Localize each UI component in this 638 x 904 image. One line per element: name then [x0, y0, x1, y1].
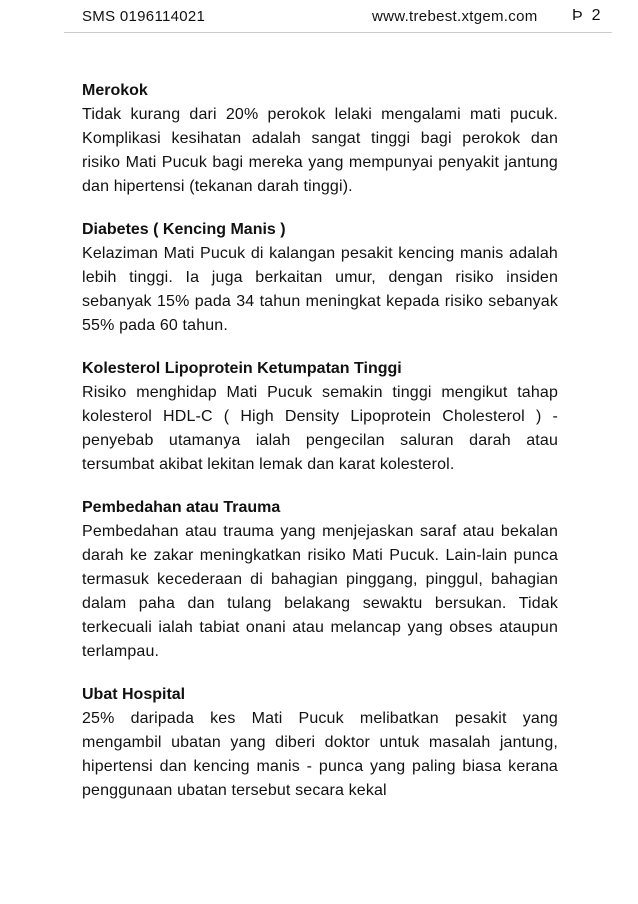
section-pembedahan: [82, 496, 558, 664]
page-header: [0, 0, 638, 46]
section-title: Kolesterol Lipoprotein Ketumpatan Tinggi: [82, 360, 402, 377]
section-paragraph: Pembedahan atau trauma yang menjejaskan saraf atau bekalan darah ke zakar meningkatkan risiko Mati Pucuk. Lain-lain punca termasuk kecederaan di bahagian pinggang, pinggul, bahagian dalam paha dan tulang belakang sewaktu bersukan. Tidak terkecuali ialah tabiat onani atau melancap yang obses ataupun terlampau.: [82, 523, 558, 660]
header-sms-number: SMS 0196114021: [82, 8, 206, 25]
section-title: Pembedahan atau Trauma: [82, 499, 281, 516]
section-title: Merokok: [82, 82, 148, 99]
section-paragraph: 25% daripada kes Mati Pucuk melibatkan pesakit yang mengambil ubatan yang diberi doktor untuk masalah jantung, hipertensi dan kencing manis - punca yang paling biasa kerana penggunaan ubatan tersebut secara kekal: [82, 710, 558, 799]
section-title: Diabetes ( Kencing Manis ): [82, 221, 286, 238]
section-ubat-hospital: [82, 683, 558, 803]
header-page-number: Þ 2: [572, 7, 601, 24]
section-paragraph: Risiko menghidap Mati Pucuk semakin tinggi mengikut tahap kolesterol HDL-C ( High Density Lipoprotein Cholesterol ) - penyebab utamanya ialah pengecilan saluran darah atau tersumbat akibat lekitan lemak dan karat kolesterol.: [82, 384, 558, 473]
section-title: Ubat Hospital: [82, 686, 186, 703]
header-divider: [64, 32, 612, 33]
header-website-url: www.trebest.xtgem.com: [372, 8, 538, 25]
section-paragraph: Kelaziman Mati Pucuk di kalangan pesakit kencing manis adalah lebih tinggi. Ia juga berkaitan umur, dengan risiko insiden sebanyak 15% pada 34 tahun meningkat kepada risiko sebanyak 55% pada 60 tahun.: [82, 245, 558, 334]
section-diabetes: [82, 218, 558, 338]
section-kolesterol: [82, 357, 558, 477]
section-merokok: [82, 79, 558, 199]
section-paragraph: Tidak kurang dari 20% perokok lelaki mengalami mati pucuk. Komplikasi kesihatan adalah sangat tinggi bagi perokok dan risiko Mati Pucuk bagi mereka yang mempunyai penyakit jantung dan hipertensi (tekanan darah tinggi).: [82, 106, 558, 195]
document-body: [82, 79, 558, 822]
